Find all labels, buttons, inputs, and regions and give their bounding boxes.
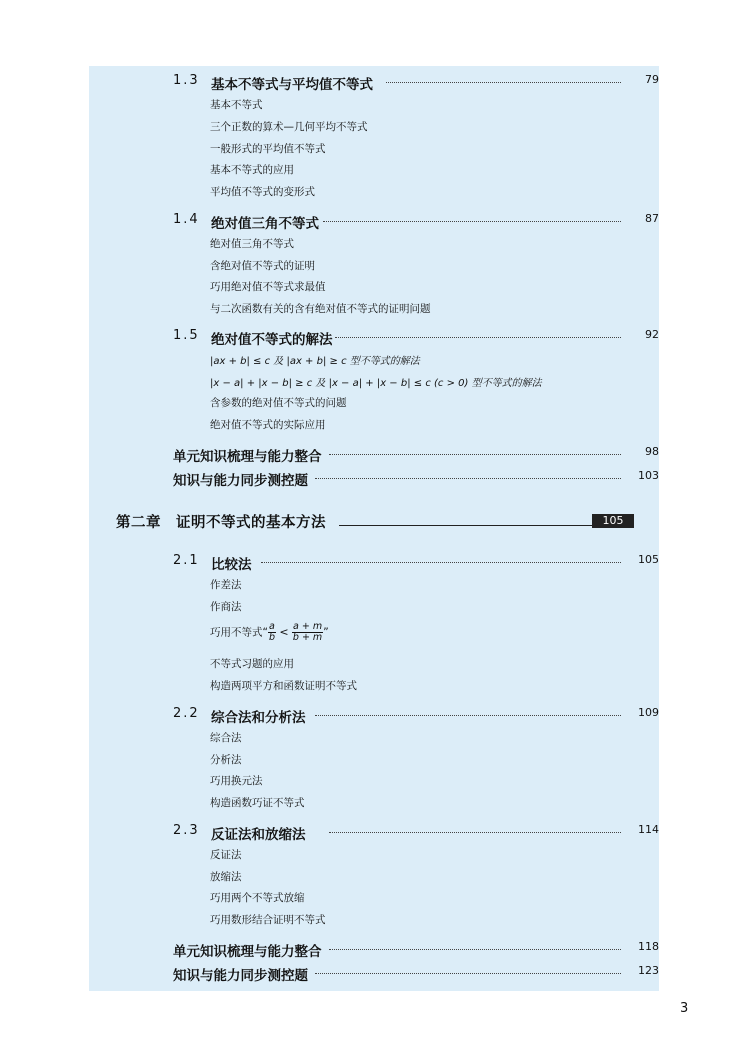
subtopic-fraction: 巧用不等式“ $\frac{a}{b}$ < $\frac{a + m}{b + m}$ ”: [210, 621, 329, 643]
dot-leader: [335, 337, 621, 338]
dot-leader: [329, 949, 621, 950]
toc-panel: [89, 66, 659, 991]
subtopic: |ax + b| ≤ c 及 |ax + b| ≥ c 型不等式的解法: [210, 356, 420, 367]
dot-leader: [315, 478, 621, 479]
toc-unit-test[interactable]: [89, 964, 659, 982]
page-ref: 123: [638, 964, 659, 977]
unit-title: 单元知识梳理与能力整合: [173, 449, 322, 465]
fraction-am-bm: $\frac{a + m}{b + m}$: [292, 621, 323, 643]
subtopic: 三个正数的算术—几何平均不等式: [210, 121, 368, 133]
dot-leader: [386, 82, 621, 83]
subtopic: 基本不等式的应用: [210, 164, 294, 176]
subtopic: 基本不等式: [210, 99, 263, 111]
subtopic: 绝对值不等式的实际应用: [210, 419, 326, 431]
dot-leader: [329, 454, 621, 455]
page-ref: 114: [638, 823, 659, 836]
subtopic: 平均值不等式的变形式: [210, 186, 315, 198]
subtopic: 构造两项平方和函数证明不等式: [210, 680, 357, 692]
section-title: 比较法: [211, 557, 252, 573]
subtopic: 作商法: [210, 601, 242, 613]
unit-title: 知识与能力同步测控题: [173, 968, 308, 984]
page-ref: 87: [645, 212, 659, 225]
dot-leader: [315, 715, 621, 716]
page-ref: 103: [638, 469, 659, 482]
subtopic: 含参数的绝对值不等式的问题: [210, 397, 347, 409]
toc-section-1-3[interactable]: [89, 73, 659, 91]
toc-unit-summary[interactable]: [89, 445, 659, 463]
section-title: 绝对值不等式的解法: [211, 332, 333, 348]
toc-section-2-2[interactable]: [89, 706, 659, 724]
subtopic: 含绝对值不等式的证明: [210, 260, 315, 272]
subtopic: 作差法: [210, 579, 242, 591]
subtopic: 一般形式的平均值不等式: [210, 143, 326, 155]
fraction-a-b: $\frac{a}{b}$: [268, 621, 275, 643]
subtopic: 巧用数形结合证明不等式: [210, 914, 326, 926]
subtopic: 不等式习题的应用: [210, 658, 294, 670]
page-ref: 98: [645, 445, 659, 458]
subtopic: |x − a| + |x − b| ≥ c 及 |x − a| + |x − b| ≤ c (c > 0) 型不等式的解法: [210, 378, 542, 389]
section-title: 综合法和分析法: [211, 710, 306, 726]
section-title: 反证法和放缩法: [211, 827, 306, 843]
toc-section-1-5[interactable]: [89, 328, 659, 346]
page-ref: 79: [645, 73, 659, 86]
page-ref: 118: [638, 940, 659, 953]
section-number: 1.3: [173, 73, 200, 88]
dot-leader: [315, 973, 621, 974]
subtopic: 反证法: [210, 849, 242, 861]
subtopic: 与二次函数有关的含有绝对值不等式的证明问题: [210, 303, 431, 315]
unit-title: 单元知识梳理与能力整合: [173, 944, 322, 960]
section-number: 1.5: [173, 328, 200, 343]
subtopic: 巧用换元法: [210, 775, 263, 787]
toc-unit-test[interactable]: [89, 469, 659, 487]
page-number: 3: [680, 1001, 689, 1016]
subtopic: 绝对值三角不等式: [210, 238, 294, 250]
dot-leader: [323, 221, 621, 222]
section-number: 2.3: [173, 823, 200, 838]
subtopic: 巧用两个不等式放缩: [210, 892, 305, 904]
section-number: 2.1: [173, 553, 200, 568]
dot-leader: [261, 562, 621, 563]
toc-section-2-1[interactable]: [89, 553, 659, 571]
toc-unit-summary[interactable]: [89, 940, 659, 958]
subtopic: 构造函数巧证不等式: [210, 797, 305, 809]
page-ref: 105: [638, 553, 659, 566]
subtopic: 综合法: [210, 732, 242, 744]
dot-leader: [329, 832, 621, 833]
chapter-page-badge: 105: [592, 514, 634, 528]
page-ref: 92: [645, 328, 659, 341]
toc-section-2-3[interactable]: [89, 823, 659, 841]
subtopic: 放缩法: [210, 871, 242, 883]
section-number: 2.2: [173, 706, 200, 721]
chapter-heading[interactable]: [89, 511, 659, 531]
subtopic: 分析法: [210, 754, 242, 766]
unit-title: 知识与能力同步测控题: [173, 473, 308, 489]
page-ref: 109: [638, 706, 659, 719]
subtopic: 巧用绝对值不等式求最值: [210, 281, 326, 293]
subtopic-text: 巧用不等式“: [210, 626, 268, 639]
section-number: 1.4: [173, 212, 200, 227]
section-title: 基本不等式与平均值不等式: [211, 77, 373, 93]
toc-section-1-4[interactable]: [89, 212, 659, 230]
section-title: 绝对值三角不等式: [211, 216, 319, 232]
chapter-rule: [339, 525, 633, 526]
chapter-title: 第二章 证明不等式的基本方法: [116, 515, 326, 531]
